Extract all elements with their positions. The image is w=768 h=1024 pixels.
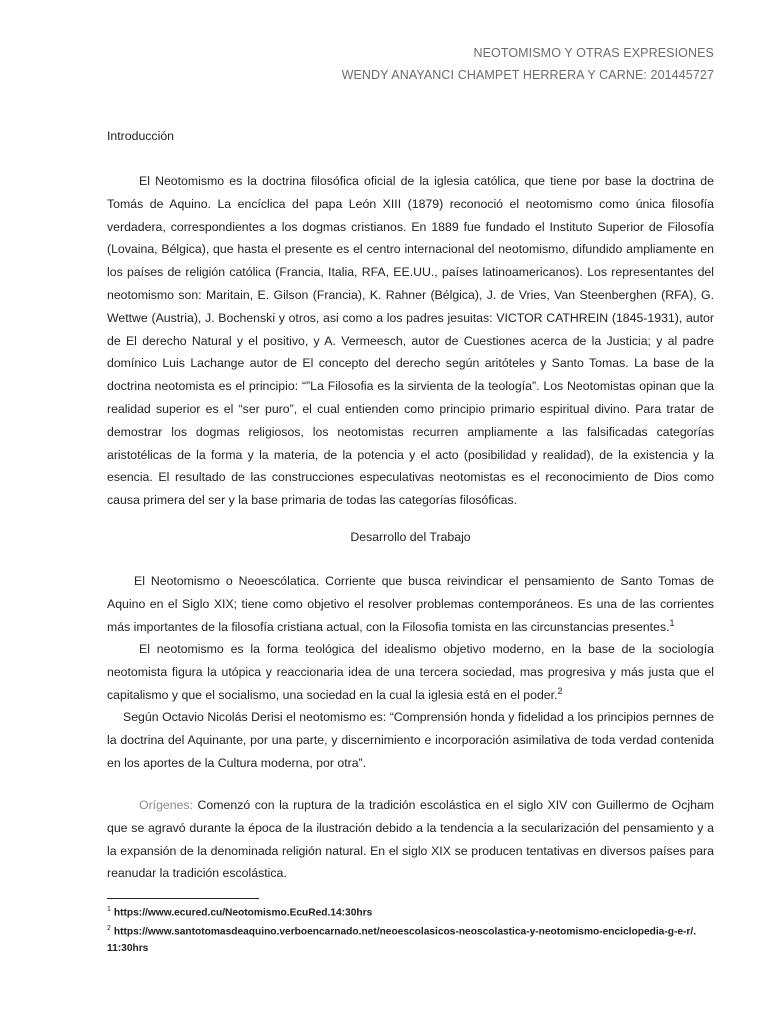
- footnote-2-number: 2: [107, 925, 111, 933]
- footnote-1-link[interactable]: https://www.ecured.cu/Neotomismo.EcuRed.14:30hrs: [113, 907, 373, 919]
- development-paragraph-2: [107, 638, 714, 706]
- origins-text: Comenzó con la ruptura de la tradición escolástica en el siglo XIV con Guillermo de Ocjham que se agravó durante la época de la ilustración debido a la tendencia a la secularización del pensamiento y a la expansión de la denominada religión natural. En el siglo XIX se producen tentativas en diversos países para reanudar la tradición escolástica.: [107, 798, 715, 881]
- development-paragraph-3: Según Octavio Nicolás Derisi el neotomismo es: “Comprensión honda y fidelidad a los principios pernnes de la doctrina del Aquinante, por una parte, y discernimiento e incorporación asimilativa de toda verdad contenida en los aportes de la Cultura moderna, por otra”.: [107, 710, 714, 770]
- development-heading: Desarrollo del Trabajo: [350, 530, 471, 544]
- origins-label: Orígenes:: [139, 798, 193, 812]
- intro-heading: Introducción: [107, 129, 174, 143]
- header-author: WENDY ANAYANCI CHAMPET HERRERA Y CARNE: 201445727: [341, 68, 714, 82]
- footnote-1: [107, 902, 717, 921]
- footnote-ref-2[interactable]: 2: [557, 685, 563, 696]
- footnote-1-number: 1: [107, 906, 111, 913]
- paragraph-1-text: El Neotomismo o Neoescólatica. Corriente que busca reivindicar el pensamiento de Santo Tomas de Aquino en el Siglo XIX; tiene como objetivo el resolver problemas contemporáneos. Es una de las corrientes más importantes de la filosofía cristiana actual, con la Filosofia tomista en las circunstancias presentes.: [107, 574, 714, 634]
- development-paragraph-1: [107, 570, 714, 638]
- footnote-2-link[interactable]: https://www.santotomasdeaquino.verboencarnado.net/neoescolasicos-neoscolastica-y-neotomismo-enciclopedia-g-e-r/. 11:30hrs: [107, 926, 697, 954]
- footnote-ref-1[interactable]: 1: [669, 617, 675, 628]
- paragraph-2-text: El neotomismo es la forma teológica del idealismo objetivo moderno, en la base de la sociología neotomista figura la utópica y reaccionaria idea de una tercera sociedad, mas progresiva y más justa que el capitalismo y que el socialismo, una sociedad en la cual la iglesia está en el poder.: [107, 642, 714, 702]
- footnote-separator: [107, 898, 259, 899]
- page-header: [342, 42, 714, 86]
- header-title: NEOTOMISMO Y OTRAS EXPRESIONES: [473, 46, 714, 60]
- footnotes: [107, 902, 717, 957]
- intro-paragraph: El Neotomismo es la doctrina filosófica oficial de la iglesia católica, que tiene por base la doctrina de Tomás de Aquino. La encíclica del papa León XIII (1879) reconoció el neotomismo como única filosofía verdadera, correspondientes a los dogmas cristianos. En 1889 fue fundado el Instituto Superior de Filosofía (Lovaina, Bélgica), que hasta el presente es el centro internacional del neotomismo, difundido ampliamente en los países de religión católica (Francia, Italia, RFA, EE.UU., países latinoamericanos). Los representantes del neotomismo son: Maritain, E. Gilson (Francia), K. Rahner (Bélgica), J. de Vries, Van Steenberghen (RFA), G. Wettwe (Austria), J. Bochenski y otros, asi como a los padres jesuitas: VICTOR CATHREIN (1845-1931), autor de El derecho Natural y el positivo, y A. Vermeesch, autor de Cuestiones acerca de la Justicia; y al padre domínico Luis Lachange autor de El concepto del derecho según aritóteles y Santo Tomas. La base de la doctrina neotomista es el principio: “”La Filosofia es la sirvienta de la teología”. Los Neotomistas opinan que la realidad superior es el “ser puro”, el cual entienden como principio primario espiritual divino. Para tratar de demostrar los dogmas religiosos, los neotomistas recurren ampliamente a las falsificadas categorías aristotélicas de la forma y la materia, de la potencia y el acto (posibilidad y realidad), de la existencia y la esencia. El resultado de las construcciones especulativas neotomistas es el reconocimiento de Dios como causa primera del ser y la base primaria de todas las categorías filosóficas.: [107, 174, 714, 508]
- origins-paragraph: [107, 794, 714, 885]
- footnote-2: [107, 921, 717, 956]
